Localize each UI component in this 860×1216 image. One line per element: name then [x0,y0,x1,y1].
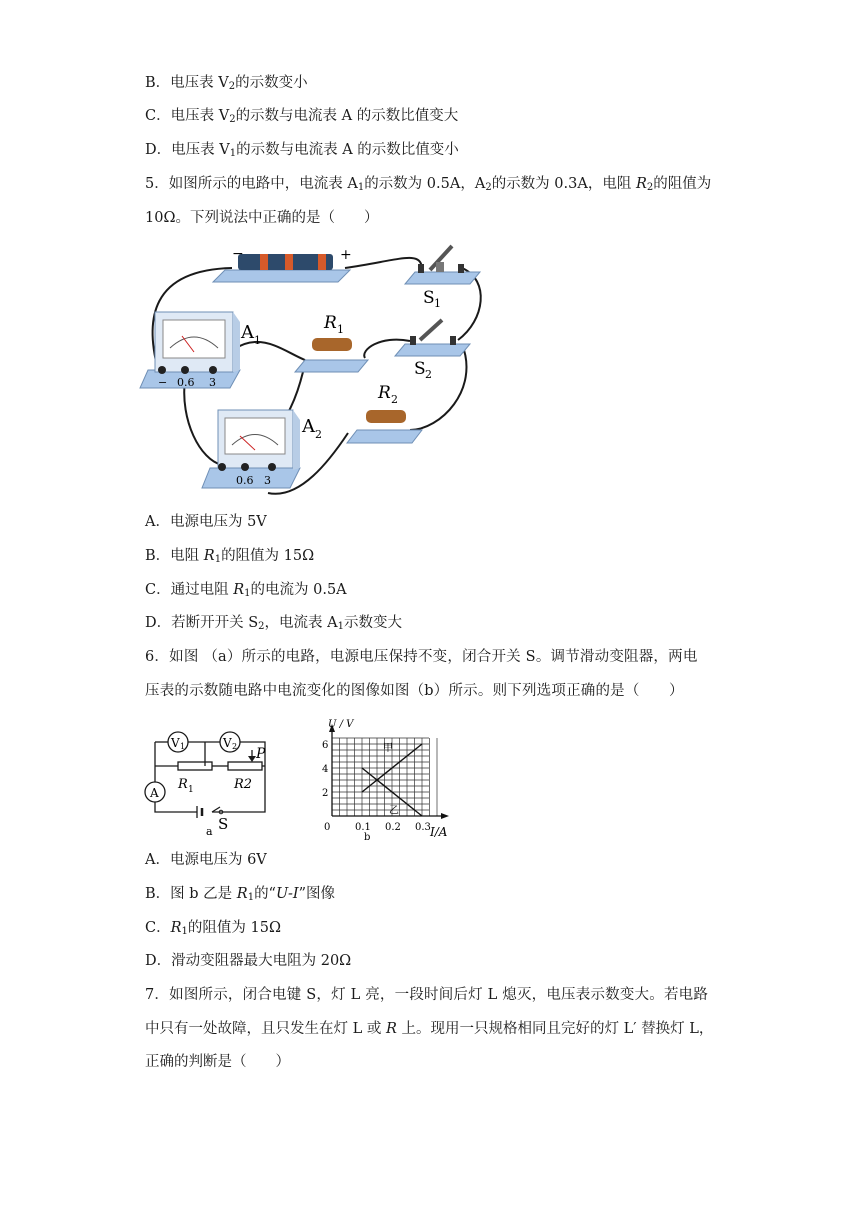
x-tick-label: 0.1 [355,822,371,833]
q5-option-a: A．电源电压为 5V [145,514,267,530]
series-label-2: 乙 [389,805,399,817]
voltmeter-v2-icon [220,732,240,752]
svg-text:A: A [241,322,254,343]
svg-text:1: 1 [180,742,186,751]
svg-text:3: 3 [264,474,271,487]
q5-option-d: D．若断开开关 $S_2$，电流表 $A_1$示数变大 [145,615,403,632]
y-tick-label: 6 [322,740,329,751]
y-axis-label: U / V [328,719,354,730]
svg-text:3: 3 [209,376,216,389]
q7-stem-line1: 7．如图所示，闭合电键 S，灯 L 亮，一段时间后灯 L 熄灭，电压表示数变大。若电路 [145,987,709,1003]
q5-option-c: C．通过电阻 $R_1$的电流为 0.5A [145,582,347,599]
svg-text:R: R [378,383,391,403]
ammeter-a-icon [145,782,165,802]
svg-text:0.6: 0.6 [236,474,254,487]
x-axis-label: I/A [430,825,448,839]
q6-option-d: D．滑动变阻器最大电阻为 20Ω [145,953,352,969]
svg-text:R: R [324,313,337,333]
q7-stem-line3: 正确的判断是（ ） [145,1054,290,1070]
svg-text:2: 2 [425,368,432,381]
svg-text:A: A [302,416,315,437]
svg-text:S: S [414,359,426,379]
svg-text:0.6: 0.6 [177,376,195,389]
svg-text:P: P [256,746,266,762]
q6-stem-line1: 6．如图 （a）所示的电路，电源电压保持不变，闭合开关 S。调节滑动变阻器，两电 [145,649,698,665]
svg-text:S: S [423,288,435,308]
q6-option-a: A．电源电压为 6V [145,852,267,868]
q6-option-c: C．$R_1$的阻值为 15Ω [145,920,281,937]
q7-stem-line2: 中只有一处故障，且只发生在灯 L 或 R 上。现用一只规格相同且完好的灯 L′ 替换灯 L， [145,1021,714,1037]
svg-text:1: 1 [254,334,261,347]
svg-text:2: 2 [315,428,322,441]
q5-stem-line2: 10Ω。下列说法中正确的是（ ） [145,210,379,226]
q4-option-b: B．电压表 $V_2$的示数变小 [145,75,308,92]
voltmeter-v1-icon [168,732,188,752]
svg-text:2: 2 [232,742,238,751]
x-tick-label: 0.2 [385,822,401,833]
y-tick-label: 2 [322,788,329,799]
switch-s2-icon [395,320,470,381]
q6-option-b: B．图 b 乙是 $R_1$的“U-I”图像 [145,886,335,903]
switch-s1-icon [405,246,480,310]
q6-stem-line2: 压表的示数随电路中电流变化的图像如图（b）所示。则下列选项正确的是（ ） [145,683,684,699]
resistor-r1-icon [295,313,368,372]
q6-circuit-a [140,722,280,842]
svg-text:2: 2 [391,393,398,406]
svg-text:1: 1 [337,323,344,336]
x-axis-arrow [441,813,449,819]
svg-text:V: V [223,736,232,750]
svg-text:1: 1 [188,785,194,795]
svg-text:−: − [158,376,168,389]
q4-option-c: C．电压表 $V_2$的示数与电流表 A 的示数比值变大 [145,108,459,125]
q5-circuit-figure [140,240,500,500]
chart-caption: b [364,832,371,843]
battery-icon [213,246,352,282]
q6-ui-chart [300,708,450,843]
q5-option-b: B．电阻 $R_1$的阻值为 15Ω [145,548,315,565]
resistor-r2-icon [347,383,422,443]
ammeter-a2-icon [202,410,322,488]
x-tick-label: 0 [324,822,331,833]
ammeter-a1-icon [140,312,261,389]
svg-text:+: + [340,247,352,263]
series-label-1: 甲 [383,743,393,755]
svg-text:1: 1 [434,297,441,310]
x-tick-label: 0.3 [415,822,431,833]
svg-text:V: V [171,736,180,750]
svg-text:−: − [232,246,244,262]
svg-text:R: R [178,777,188,792]
svg-text:a: a [206,825,213,838]
q5-stem-line1: 5．如图所示的电路中，电流表 $A_1$的示数为 0.5A，$A_2$的示数为 0.3A，电阻 $R_2$的阻值为 [145,176,712,193]
svg-text:R2: R2 [234,777,253,792]
svg-text:A: A [150,786,159,800]
svg-text:S: S [218,815,229,833]
q4-option-d: D．电压表 $V_1$的示数与电流表 A 的示数比值变小 [145,142,459,159]
y-tick-label: 4 [322,764,329,775]
